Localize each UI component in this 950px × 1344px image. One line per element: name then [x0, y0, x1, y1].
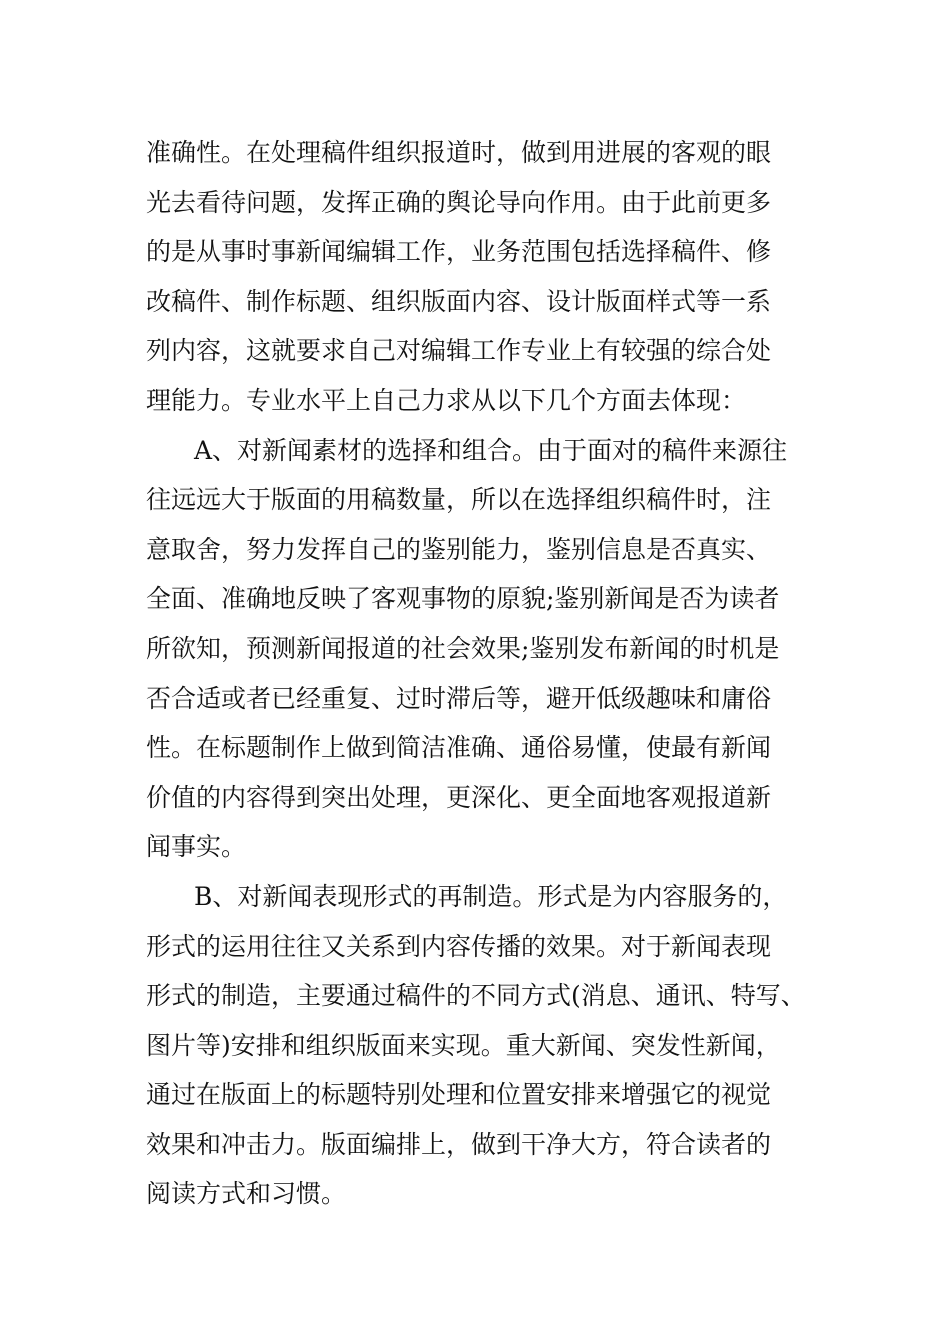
document-body — [146, 128, 866, 1219]
text-line: 往远远大于版面的用稿数量，所以在选择组织稿件时，注 — [146, 485, 772, 515]
text-line: 准确性。在处理稿件组织报道时，做到用进展的客观的眼 — [146, 138, 772, 167]
text-line: 改稿件、制作标题、组织版面内容、设计版面样式等一系 — [146, 286, 772, 316]
text-line: A、对新闻素材的选择和组合。由于面对的稿件来源往 — [194, 435, 788, 465]
text-line: 所欲知，预测新闻报道的社会效果;鉴别发布新闻的时机是 — [146, 633, 780, 663]
text-line: 全面、准确地反映了客观事物的原貌;鉴别新闻是否为读者 — [146, 584, 780, 614]
text-line: 形式的运用往往又关系到内容传播的效果。对于新闻表现 — [146, 931, 772, 961]
text-line: 形式的制造，主要通过稿件的不同方式(消息、通讯、特写、 — [146, 981, 806, 1011]
text-line: 效果和冲击力。版面编排上，做到干净大方，符合读者的 — [146, 1129, 772, 1159]
text-line: 光去看待问题，发挥正确的舆论导向作用。由于此前更多 — [146, 187, 772, 217]
text-line: 价值的内容得到突出处理，更深化、更全面地客观报道新 — [146, 782, 772, 812]
text-line: 意取舍，努力发挥自己的鉴别能力，鉴别信息是否真实、 — [146, 534, 772, 564]
text-line: 闻事实。 — [146, 832, 247, 862]
text-line: 列内容，这就要求自己对编辑工作专业上有较强的综合处 — [146, 336, 772, 366]
text-line: 否合适或者已经重复、过时滞后等，避开低级趣味和庸俗 — [146, 683, 772, 713]
text-line: B、对新闻表现形式的再制造。形式是为内容服务的， — [194, 881, 788, 911]
text-line: 性。在标题制作上做到简洁准确、通俗易懂，使最有新闻 — [146, 733, 772, 763]
text-line: 图片等)安排和组织版面来实现。重大新闻、突发性新闻， — [146, 1030, 781, 1060]
text-line: 阅读方式和习惯。 — [146, 1179, 347, 1209]
text-line: 的是从事时事新闻编辑工作，业务范围包括选择稿件、修 — [146, 237, 772, 267]
text-line: 理能力。专业水平上自己力求从以下几个方面去体现： — [146, 385, 747, 415]
text-line: 通过在版面上的标题特别处理和位置安排来增强它的视觉 — [146, 1080, 772, 1110]
